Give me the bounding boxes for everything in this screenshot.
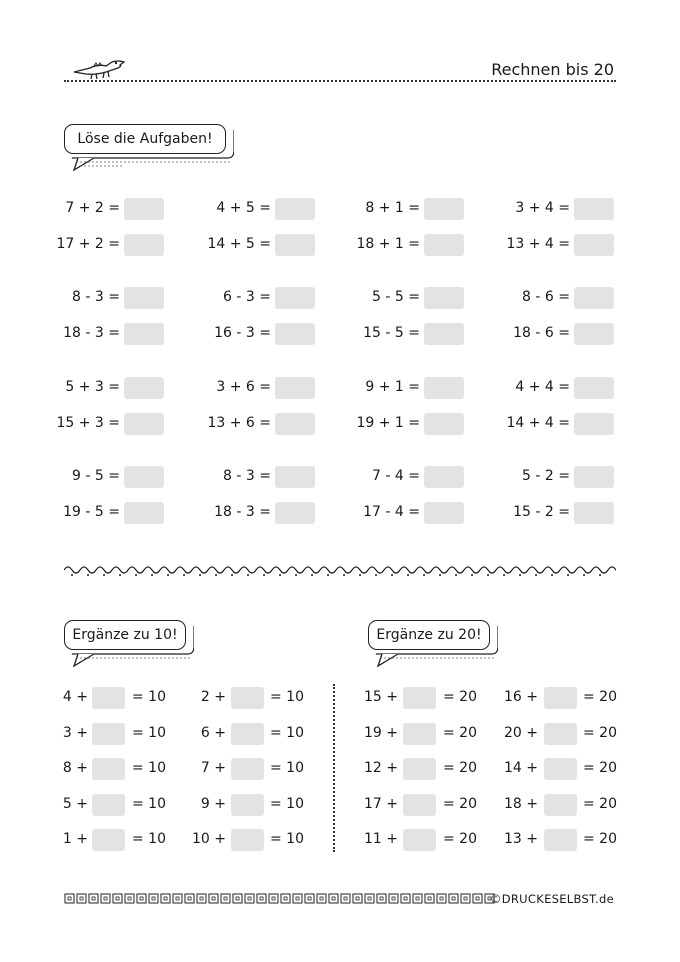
answer-box[interactable]	[124, 502, 164, 524]
answer-box[interactable]	[275, 377, 315, 399]
target-text: = 10	[132, 795, 166, 812]
addend-text: 16 +	[504, 689, 538, 705]
equation-item	[354, 377, 464, 399]
equation-text: 5 + 3 =	[65, 379, 120, 395]
vertical-divider	[333, 684, 335, 852]
target-text: = 20	[443, 831, 477, 847]
answer-box[interactable]	[275, 198, 315, 220]
answer-box[interactable]	[424, 502, 464, 524]
wavy-divider	[64, 564, 616, 580]
instruction-text: Löse die Aufgaben!	[64, 124, 226, 154]
answer-box[interactable]	[275, 323, 315, 345]
addend-text: 6 +	[200, 724, 226, 741]
equation-item	[504, 198, 614, 220]
equation-text: 18 - 3 =	[214, 504, 271, 520]
answer-box[interactable]	[424, 466, 464, 488]
equation-item	[205, 466, 315, 488]
target-text: = 20	[443, 760, 477, 776]
target-text: = 10	[270, 760, 304, 776]
answer-box[interactable]	[275, 234, 315, 256]
equation-item	[354, 198, 464, 220]
addend-text: 7 +	[200, 760, 226, 776]
equation-item	[354, 323, 464, 345]
equation-item	[205, 413, 315, 435]
answer-box[interactable]	[275, 466, 315, 488]
complete-item	[0, 687, 680, 709]
answer-box[interactable]	[424, 323, 464, 345]
answer-box[interactable]	[275, 502, 315, 524]
equation-text: 8 - 3 =	[223, 468, 271, 484]
target-text: = 20	[583, 795, 617, 812]
answer-box[interactable]	[124, 323, 164, 345]
addend-text: 10 +	[192, 831, 226, 847]
addend-text: 3 +	[62, 724, 88, 741]
answer-box[interactable]	[275, 413, 315, 435]
target-text: = 20	[583, 689, 617, 705]
equation-item	[504, 466, 614, 488]
target-text: = 20	[583, 724, 617, 741]
complete-to-10-title: Ergänze zu 10!	[64, 620, 186, 650]
equation-item	[504, 413, 614, 435]
addend-text: 20 +	[504, 724, 538, 741]
equation-text: 18 + 1 =	[356, 236, 420, 252]
equation-item	[354, 502, 464, 524]
equation-text: 7 - 4 =	[372, 468, 420, 484]
instruction-bubble	[64, 124, 234, 174]
answer-box[interactable]	[424, 377, 464, 399]
addend-text: 12 +	[364, 760, 398, 776]
addend-text: 17 +	[364, 795, 398, 812]
equation-item	[205, 502, 315, 524]
target-text: = 10	[270, 795, 304, 812]
complete-to-10-bubble	[64, 620, 194, 670]
answer-box[interactable]	[544, 794, 577, 816]
complete-to-20-title: Ergänze zu 20!	[368, 620, 490, 650]
equation-item	[54, 234, 164, 256]
complete-to-20-bubble	[368, 620, 498, 670]
addend-text: 11 +	[364, 831, 398, 847]
equation-item	[354, 466, 464, 488]
answer-box[interactable]	[574, 198, 614, 220]
equation-item	[504, 377, 614, 399]
answer-box[interactable]	[424, 234, 464, 256]
equation-text: 13 + 4 =	[506, 236, 570, 252]
equation-text: 4 + 4 =	[515, 379, 570, 395]
addend-text: 2 +	[200, 689, 226, 705]
equation-item	[205, 198, 315, 220]
equation-item	[354, 234, 464, 256]
equation-item	[504, 234, 614, 256]
equation-item	[354, 413, 464, 435]
target-text: = 10	[270, 689, 304, 705]
answer-box[interactable]	[544, 687, 577, 709]
equation-text: 3 + 6 =	[216, 379, 271, 395]
equation-text: 14 + 5 =	[207, 236, 271, 252]
equation-item	[504, 287, 614, 309]
equation-item	[504, 502, 614, 524]
target-text: = 10	[132, 689, 166, 705]
target-text: = 10	[270, 831, 304, 847]
target-text: = 10	[132, 831, 166, 847]
addend-text: 13 +	[504, 831, 538, 847]
footer-border	[64, 893, 504, 905]
equation-text: 15 + 3 =	[56, 415, 120, 431]
equation-text: 19 + 1 =	[356, 415, 420, 431]
equation-text: 13 + 6 =	[207, 415, 271, 431]
equation-item	[504, 323, 614, 345]
answer-box[interactable]	[424, 198, 464, 220]
target-text: = 10	[132, 760, 166, 776]
addend-text: 19 +	[364, 724, 398, 741]
addend-text: 4 +	[62, 689, 88, 705]
answer-box[interactable]	[574, 413, 614, 435]
answer-box[interactable]	[574, 502, 614, 524]
equation-text: 8 - 6 =	[522, 289, 570, 305]
equation-text: 14 + 4 =	[506, 415, 570, 431]
answer-box[interactable]	[544, 723, 577, 745]
equation-text: 15 - 5 =	[363, 325, 420, 341]
answer-box[interactable]	[124, 234, 164, 256]
equation-item	[354, 287, 464, 309]
complete-item	[0, 723, 680, 745]
addend-text: 5 +	[62, 795, 88, 812]
answer-box[interactable]	[574, 377, 614, 399]
answer-box[interactable]	[424, 287, 464, 309]
answer-box[interactable]	[124, 466, 164, 488]
equation-text: 16 - 3 =	[214, 325, 271, 341]
answer-box[interactable]	[275, 287, 315, 309]
addend-text: 1 +	[62, 831, 88, 847]
answer-box[interactable]	[544, 758, 577, 780]
complete-item	[0, 758, 680, 780]
equation-item	[205, 377, 315, 399]
answer-box[interactable]	[124, 287, 164, 309]
answer-box[interactable]	[124, 198, 164, 220]
equation-text: 19 - 5 =	[63, 504, 120, 520]
copyright-text: ©DRUCKESELBST.de	[489, 892, 614, 906]
target-text: = 20	[443, 724, 477, 741]
complete-item	[0, 794, 680, 816]
equation-text: 9 + 1 =	[365, 379, 420, 395]
equation-text: 18 - 3 =	[63, 325, 120, 341]
target-text: = 20	[583, 760, 617, 776]
answer-box[interactable]	[544, 829, 577, 851]
equation-item	[54, 287, 164, 309]
equation-text: 18 - 6 =	[513, 325, 570, 341]
answer-box[interactable]	[574, 323, 614, 345]
equation-item	[205, 323, 315, 345]
equation-text: 4 + 5 =	[216, 200, 271, 216]
answer-box[interactable]	[574, 466, 614, 488]
equation-text: 8 - 3 =	[72, 289, 120, 305]
equation-item	[54, 377, 164, 399]
addend-text: 18 +	[504, 795, 538, 812]
equation-text: 5 - 2 =	[522, 468, 570, 484]
equation-item	[54, 502, 164, 524]
target-text: = 20	[443, 795, 477, 812]
equation-item	[205, 287, 315, 309]
addend-text: 9 +	[200, 795, 226, 812]
equation-text: 8 + 1 =	[365, 200, 420, 216]
complete-item	[0, 829, 680, 851]
equation-text: 17 + 2 =	[56, 236, 120, 252]
answer-box[interactable]	[124, 413, 164, 435]
target-text: = 20	[583, 831, 617, 847]
addend-text: 14 +	[504, 760, 538, 776]
answer-box[interactable]	[124, 377, 164, 399]
addend-text: 8 +	[62, 760, 88, 776]
crocodile-icon	[72, 56, 128, 82]
equation-text: 9 - 5 =	[72, 468, 120, 484]
equation-text: 6 - 3 =	[223, 289, 271, 305]
equation-item	[205, 234, 315, 256]
answer-box[interactable]	[424, 413, 464, 435]
equation-text: 17 - 4 =	[363, 504, 420, 520]
equation-text: 5 - 5 =	[372, 289, 420, 305]
page-title: Rechnen bis 20	[491, 60, 614, 79]
addend-text: 15 +	[364, 689, 398, 705]
equation-text: 15 - 2 =	[513, 504, 570, 520]
target-text: = 10	[132, 724, 166, 741]
answer-box[interactable]	[574, 234, 614, 256]
target-text: = 10	[270, 724, 304, 741]
equation-item	[54, 413, 164, 435]
equation-item	[54, 323, 164, 345]
header-divider	[64, 80, 616, 82]
equation-item	[54, 198, 164, 220]
equation-text: 3 + 4 =	[515, 200, 570, 216]
equation-text: 7 + 2 =	[65, 200, 120, 216]
answer-box[interactable]	[574, 287, 614, 309]
target-text: = 20	[443, 689, 477, 705]
equation-item	[54, 466, 164, 488]
